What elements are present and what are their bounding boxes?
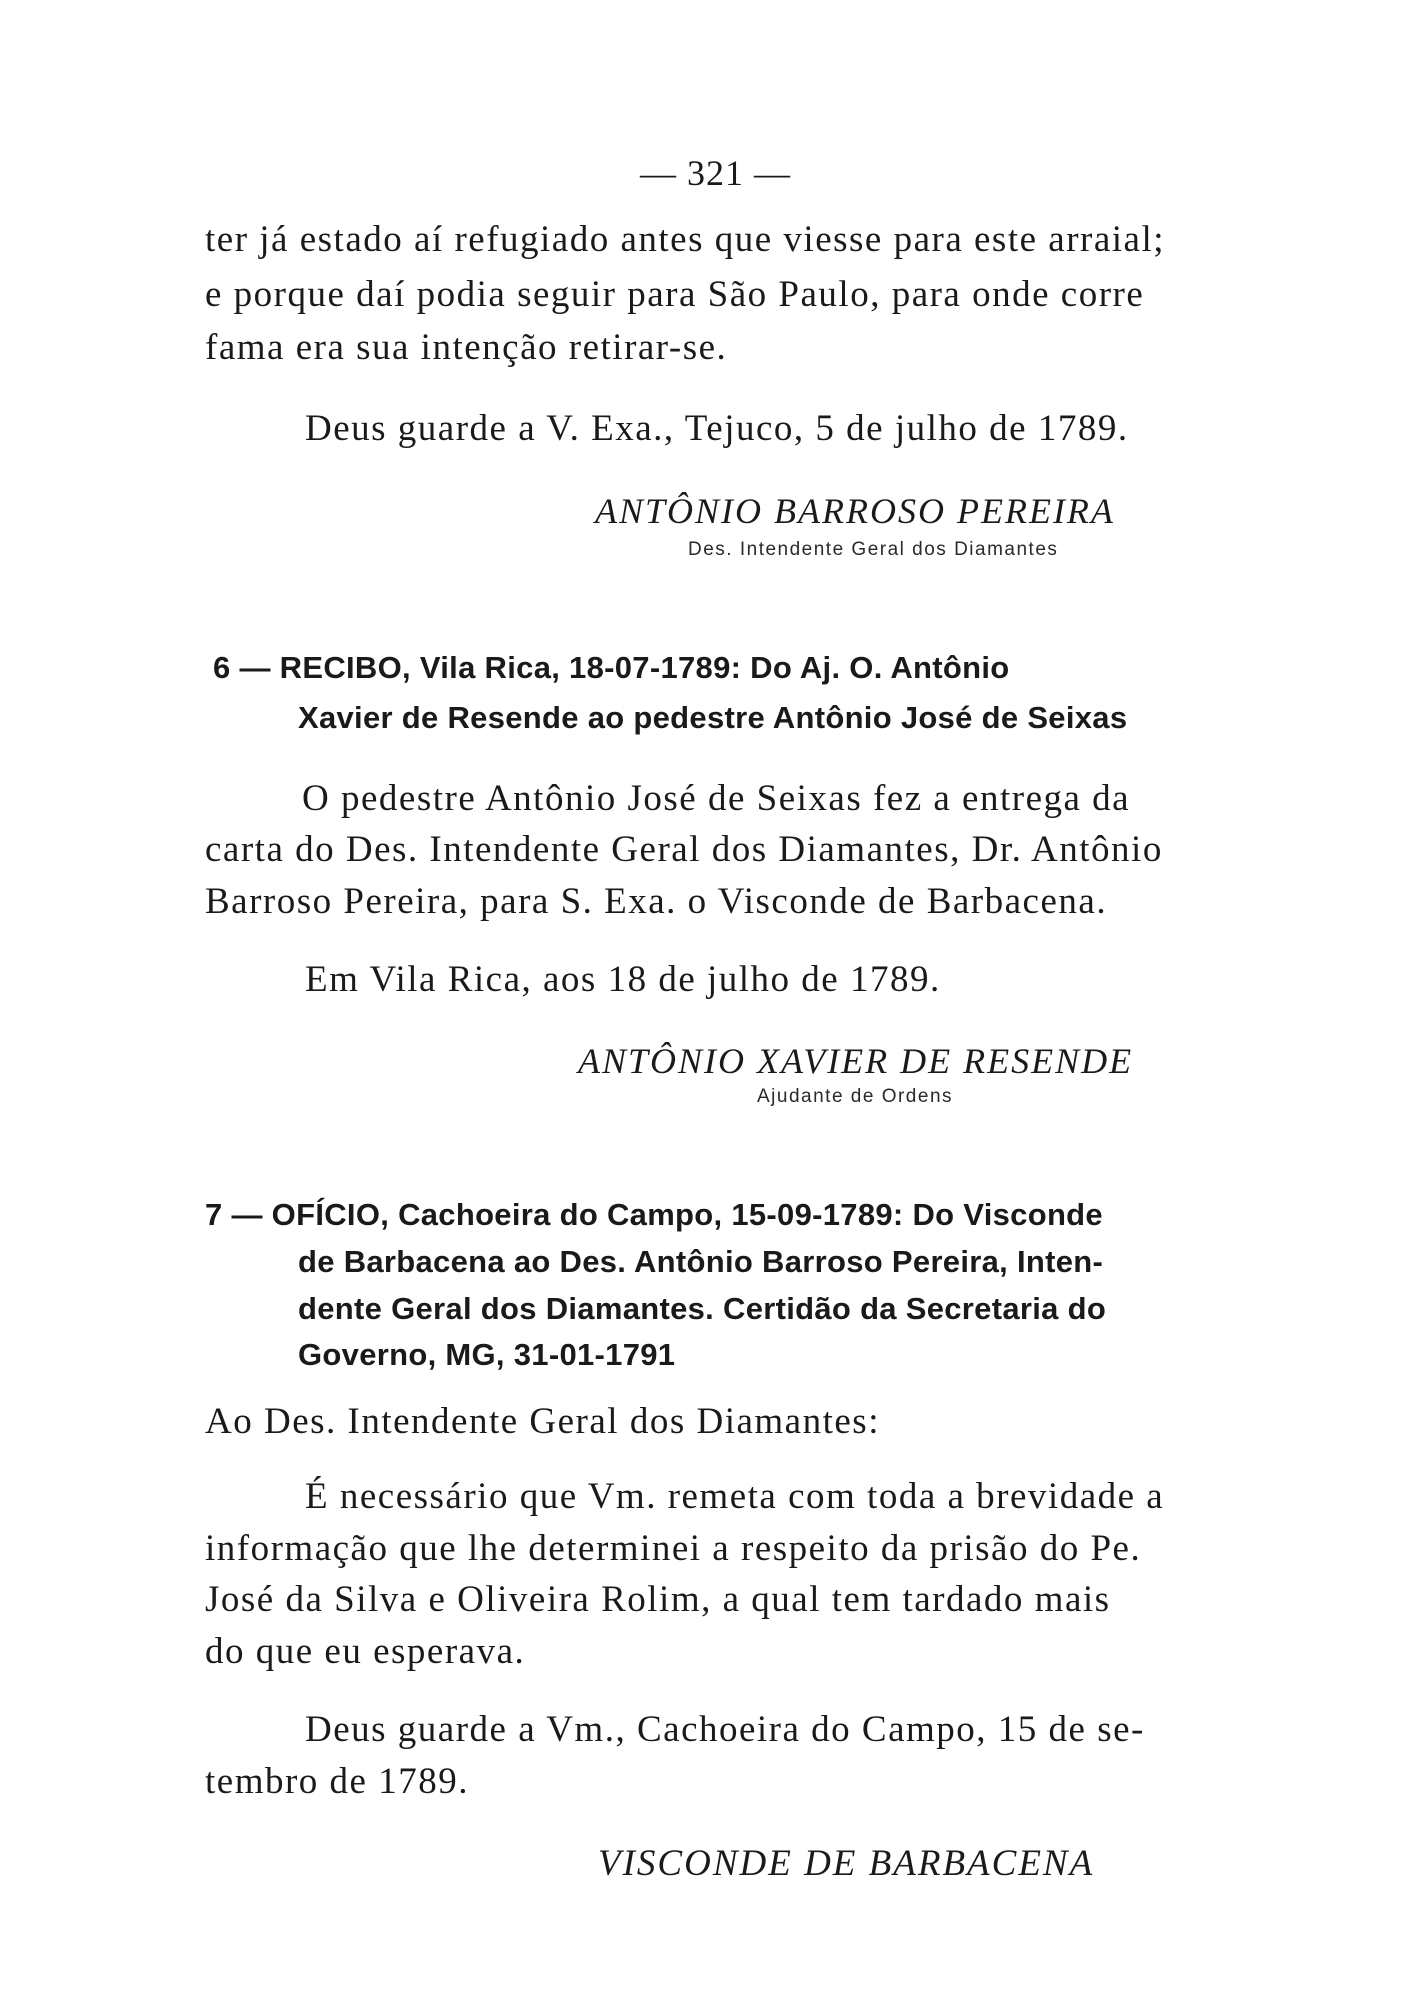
doc7-body-line-1: É necessário que Vm. remeta com toda a brevidade a <box>305 1476 1165 1517</box>
doc7-heading-line-4: Governo, MG, 31-01-1791 <box>298 1337 676 1372</box>
continuation-line-3: fama era sua intenção retirar-se. <box>205 327 728 368</box>
continuation-line-2 <box>205 273 1230 316</box>
text-line: e porque daí podia seguir para São Paulo, para onde corre <box>205 274 1145 315</box>
doc6-body-line-1: O pedestre Antônio José de Seixas fez a entrega da <box>302 778 1131 819</box>
doc7-body-line-2: informação que lhe determinei a respeito da prisão do Pe. <box>205 1528 1142 1569</box>
signature-antonio-xavier-de-resende: ANTÔNIO XAVIER DE RESENDE <box>578 1041 1134 1081</box>
doc7-closing-line-1: Deus guarde a Vm., Cachoeira do Campo, 15 de se- <box>305 1709 1145 1750</box>
doc6-closing: Em Vila Rica, aos 18 de julho de 1789. <box>305 959 941 1000</box>
doc7-heading-line-3: dente Geral dos Diamantes. Certidão da Secretaria do <box>298 1291 1107 1326</box>
doc7-heading-line-1: 7 — OFÍCIO, Cachoeira do Campo, 15-09-1789: Do Visconde <box>205 1197 1103 1232</box>
doc6-heading-line-1: 6 — RECIBO, Vila Rica, 18-07-1789: Do Aj. O. Antônio <box>213 650 1010 685</box>
doc7-body-line-3: José da Silva e Oliveira Rolim, a qual tem tardado mais <box>205 1579 1111 1620</box>
continuation-closing: Deus guarde a V. Exa., Tejuco, 5 de julho de 1789. <box>305 408 1129 449</box>
signature-title-ajudante: Ajudante de Ordens <box>757 1086 954 1107</box>
doc7-heading-line-2: de Barbacena ao Des. Antônio Barroso Pereira, Inten- <box>298 1244 1104 1279</box>
page-number: — 321 — <box>640 153 791 193</box>
signature-title-intendente: Des. Intendente Geral dos Diamantes <box>688 539 1059 560</box>
doc6-heading-line-2: Xavier de Resende ao pedestre Antônio José de Seixas <box>298 700 1128 735</box>
doc7-closing-line-2: tembro de 1789. <box>205 1761 469 1802</box>
signature-visconde-de-barbacena: VISCONDE DE BARBACENA <box>598 1843 1095 1884</box>
doc7-body-line-4: do que eu esperava. <box>205 1631 526 1672</box>
text-line: ter já estado aí refugiado antes que viesse para este arraial; <box>205 219 1166 260</box>
doc7-salutation: Ao Des. Intendente Geral dos Diamantes: <box>205 1401 880 1442</box>
doc6-body-line-3: Barroso Pereira, para S. Exa. o Visconde de Barbacena. <box>205 881 1108 922</box>
continuation-line-1 <box>205 218 1230 261</box>
doc6-body-line-2: carta do Des. Intendente Geral dos Diamantes, Dr. Antônio <box>205 829 1163 870</box>
signature-antonio-barroso-pereira: ANTÔNIO BARROSO PEREIRA <box>595 491 1115 531</box>
